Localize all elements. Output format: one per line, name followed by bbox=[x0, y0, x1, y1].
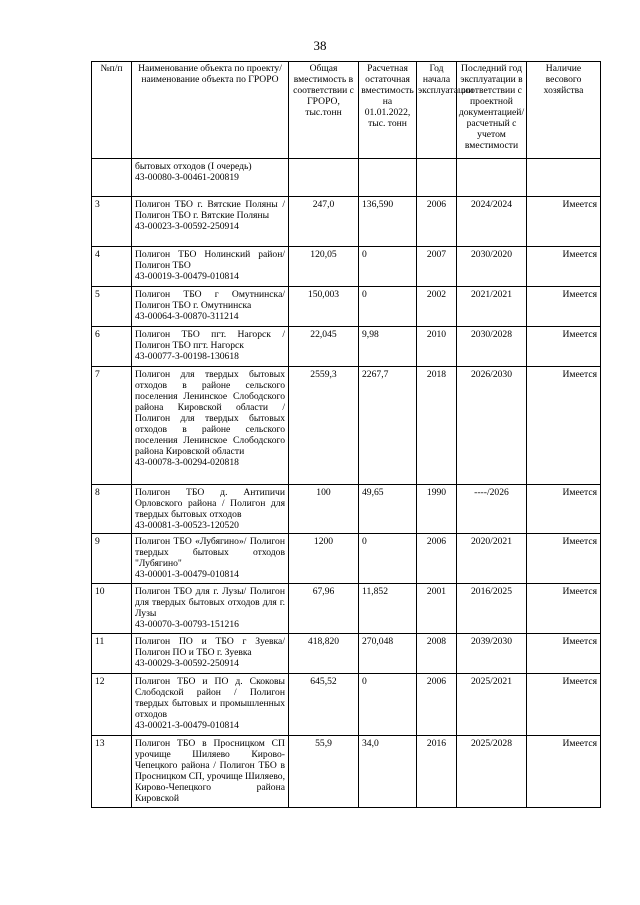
object-name-cell: бытовых отходов (I очередь) 43-00080-З-00461-200819 bbox=[132, 159, 289, 197]
row-number-cell: 11 bbox=[92, 634, 132, 674]
weighing-status-cell: Имеется bbox=[527, 634, 601, 674]
start-year-cell bbox=[417, 159, 457, 197]
total-capacity-cell: 55,9 bbox=[289, 736, 359, 808]
row-number-cell: 6 bbox=[92, 327, 132, 367]
object-name-cell: Полигон ТБО для г. Лузы/ Полигон для твердых бытовых отходов для г. Лузы 43-00070-З-00793-151216 bbox=[132, 584, 289, 634]
weighing-status-cell: Имеется bbox=[527, 485, 601, 534]
remaining-capacity-cell: 11,852 bbox=[359, 584, 417, 634]
last-year-cell: ----/2026 bbox=[457, 485, 527, 534]
total-capacity-cell: 247,0 bbox=[289, 197, 359, 247]
total-capacity-cell: 22,045 bbox=[289, 327, 359, 367]
start-year-cell: 2002 bbox=[417, 287, 457, 327]
start-year-cell: 2010 bbox=[417, 327, 457, 367]
object-name-cell: Полигон ПО и ТБО г Зуевка/ Полигон ПО и ТБО г. Зуевка 43-00029-З-00592-250914 bbox=[132, 634, 289, 674]
remaining-capacity-cell bbox=[359, 159, 417, 197]
row-number-cell: 10 bbox=[92, 584, 132, 634]
weighing-status-cell: Имеется bbox=[527, 736, 601, 808]
last-year-cell: 2039/2030 bbox=[457, 634, 527, 674]
weighing-status-cell: Имеется bbox=[527, 674, 601, 736]
header-name: Наименование объекта по проекту/ наименование объекта по ГРОРО bbox=[132, 62, 289, 159]
weighing-status-cell: Имеется bbox=[527, 247, 601, 287]
start-year-cell: 2006 bbox=[417, 534, 457, 584]
row-number-cell: 3 bbox=[92, 197, 132, 247]
remaining-capacity-cell: 34,0 bbox=[359, 736, 417, 808]
header-start-year: Год начала эксплуатации bbox=[417, 62, 457, 159]
last-year-cell: 2024/2024 bbox=[457, 197, 527, 247]
start-year-cell: 2008 bbox=[417, 634, 457, 674]
last-year-cell: 2025/2021 bbox=[457, 674, 527, 736]
header-weighing: Наличие весового хозяйства bbox=[527, 62, 601, 159]
table-row bbox=[92, 485, 601, 534]
remaining-capacity-cell: 0 bbox=[359, 534, 417, 584]
remaining-capacity-cell: 9,98 bbox=[359, 327, 417, 367]
remaining-capacity-cell: 2267,7 bbox=[359, 367, 417, 485]
remaining-capacity-cell: 0 bbox=[359, 674, 417, 736]
row-number-cell: 9 bbox=[92, 534, 132, 584]
table-row bbox=[92, 327, 601, 367]
start-year-cell: 1990 bbox=[417, 485, 457, 534]
object-name-cell: Полигон ТБО в Просницком СП урочище Шиляево Кирово-Чепецкого района / Полигон ТБО в Просницком СП, урочище Шиляево, Кирово-Чепецкого района Кировской bbox=[132, 736, 289, 808]
object-name-cell: Полигон для твердых бытовых отходов в районе сельского поселения Ленинское Слободского района Кировской области / Полигон для твердых бытовых отходов в районе сельского поселения Ленинское Слободского района Кировской области 43-00078-З-00294-020818 bbox=[132, 367, 289, 485]
total-capacity-cell: 150,003 bbox=[289, 287, 359, 327]
total-capacity-cell: 100 bbox=[289, 485, 359, 534]
row-number-cell bbox=[92, 159, 132, 197]
start-year-cell: 2006 bbox=[417, 197, 457, 247]
total-capacity-cell: 67,96 bbox=[289, 584, 359, 634]
last-year-cell: 2026/2030 bbox=[457, 367, 527, 485]
table-row bbox=[92, 197, 601, 247]
object-name-cell: Полигон ТБО г Омутнинска/ Полигон ТБО г. Омутнинска 43-00064-З-00870-311214 bbox=[132, 287, 289, 327]
weighing-status-cell bbox=[527, 159, 601, 197]
row-number-cell: 7 bbox=[92, 367, 132, 485]
weighing-status-cell: Имеется bbox=[527, 197, 601, 247]
object-name-cell: Полигон ТБО г. Вятские Поляны / Полигон ТБО г. Вятские Поляны 43-00023-З-00592-250914 bbox=[132, 197, 289, 247]
object-name-cell: Полигон ТБО Нолинский район/ Полигон ТБО 43-00019-З-00479-010814 bbox=[132, 247, 289, 287]
row-number-cell: 4 bbox=[92, 247, 132, 287]
table-row bbox=[92, 736, 601, 808]
last-year-cell: 2020/2021 bbox=[457, 534, 527, 584]
object-name-cell: Полигон ТБО пгт. Нагорск / Полигон ТБО пгт. Нагорск 43-00077-З-00198-130618 bbox=[132, 327, 289, 367]
object-name-cell: Полигон ТБО «Лубягино»/ Полигон твердых бытовых отходов "Лубягино" 43-00001-З-00479-010814 bbox=[132, 534, 289, 584]
last-year-cell: 2016/2025 bbox=[457, 584, 527, 634]
table-row bbox=[92, 367, 601, 485]
table-row bbox=[92, 674, 601, 736]
weighing-status-cell: Имеется bbox=[527, 327, 601, 367]
weighing-status-cell: Имеется bbox=[527, 534, 601, 584]
total-capacity-cell: 645,52 bbox=[289, 674, 359, 736]
weighing-status-cell: Имеется bbox=[527, 367, 601, 485]
header-last-year: Последний год эксплуатации в соответствии с проектной документацией/ расчетный с учетом вместимости bbox=[457, 62, 527, 159]
start-year-cell: 2007 bbox=[417, 247, 457, 287]
start-year-cell: 2006 bbox=[417, 674, 457, 736]
start-year-cell: 2016 bbox=[417, 736, 457, 808]
row-number-cell: 5 bbox=[92, 287, 132, 327]
object-name-cell: Полигон ТБО и ПО д. Скоковы Слободской район / Полигон твердых бытовых и промышленных отходов 43-00021-З-00479-010814 bbox=[132, 674, 289, 736]
last-year-cell: 2025/2028 bbox=[457, 736, 527, 808]
row-number-cell: 12 bbox=[92, 674, 132, 736]
row-number-cell: 8 bbox=[92, 485, 132, 534]
start-year-cell: 2018 bbox=[417, 367, 457, 485]
table-row bbox=[92, 534, 601, 584]
object-name-cell: Полигон ТБО д. Антипичи Орловского района / Полигон для твердых бытовых отходов 43-00081-З-00523-120520 bbox=[132, 485, 289, 534]
header-num: №п/п bbox=[92, 62, 132, 159]
remaining-capacity-cell: 0 bbox=[359, 287, 417, 327]
last-year-cell: 2021/2021 bbox=[457, 287, 527, 327]
last-year-cell: 2030/2028 bbox=[457, 327, 527, 367]
row-number-cell: 13 bbox=[92, 736, 132, 808]
page-number: 38 bbox=[313, 38, 327, 53]
weighing-status-cell: Имеется bbox=[527, 287, 601, 327]
total-capacity-cell: 418,820 bbox=[289, 634, 359, 674]
total-capacity-cell: 120,05 bbox=[289, 247, 359, 287]
table-row bbox=[92, 584, 601, 634]
total-capacity-cell bbox=[289, 159, 359, 197]
remaining-capacity-cell: 49,65 bbox=[359, 485, 417, 534]
weighing-status-cell: Имеется bbox=[527, 584, 601, 634]
total-capacity-cell: 2559,3 bbox=[289, 367, 359, 485]
header-row bbox=[92, 62, 601, 159]
table-row bbox=[92, 634, 601, 674]
start-year-cell: 2001 bbox=[417, 584, 457, 634]
remaining-capacity-cell: 136,590 bbox=[359, 197, 417, 247]
total-capacity-cell: 1200 bbox=[289, 534, 359, 584]
header-total-capacity: Общая вместимость в соответствии с ГРОРО, тыс.тонн bbox=[289, 62, 359, 159]
remaining-capacity-cell: 0 bbox=[359, 247, 417, 287]
last-year-cell: 2030/2020 bbox=[457, 247, 527, 287]
landfill-registry-table bbox=[91, 61, 601, 808]
table-row bbox=[92, 247, 601, 287]
remaining-capacity-cell: 270,048 bbox=[359, 634, 417, 674]
table-row bbox=[92, 159, 601, 197]
table-row bbox=[92, 287, 601, 327]
header-remaining-capacity: Расчетная остаточная вместимость на 01.01.2022, тыс. тонн bbox=[359, 62, 417, 159]
last-year-cell bbox=[457, 159, 527, 197]
